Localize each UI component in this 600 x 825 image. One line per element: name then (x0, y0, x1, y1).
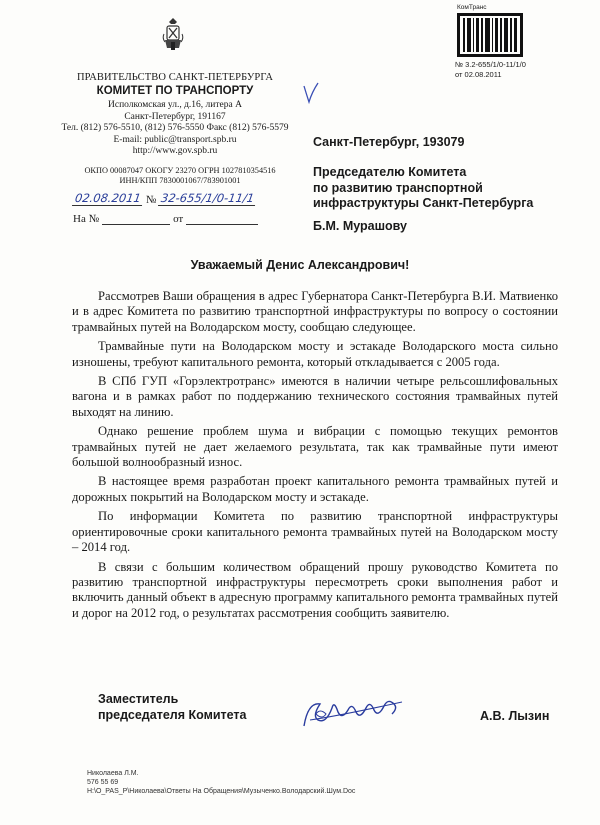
number-label: № (145, 194, 157, 206)
address-line-1: Исполкомская ул., д.16, литера А (108, 100, 242, 110)
ref-from: от (173, 213, 184, 225)
document-footer (87, 769, 355, 796)
address-line-2: Санкт-Петербург, 191167 (124, 111, 226, 122)
addressee-line-3: инфраструктуры Санкт-Петербурга (313, 196, 534, 211)
signatory-title (98, 691, 247, 724)
outgoing-date: 02.08.2011 (72, 191, 144, 206)
paragraph: По информации Комитета по развитию транспортной инфраструктуры ориентировочные сроки капитального ремонта трамвайных путей на Володарском мосту – 2014 год. (72, 509, 558, 555)
footer-author: Николаева Л.М. (87, 770, 139, 777)
registration-codes (60, 166, 300, 187)
paragraph: Трамвайные пути на Володарском мосту и эстакаде Володарского моста сильно изношены, требуют капитального ремонта, который откладывается с 2005 года. (72, 339, 558, 369)
registration-barcode (455, 4, 555, 79)
coat-of-arms-icon (162, 18, 184, 52)
website-line: http://www.gov.spb.ru (132, 146, 218, 157)
signatory-title-line-1: Заместитель (98, 692, 179, 706)
barcode-header: КомТранс (457, 4, 487, 11)
barcode-date: от 02.08.2011 (455, 70, 502, 79)
greeting: Уважаемый Денис Александрович! (190, 258, 410, 272)
addressee-position (313, 165, 533, 212)
outgoing-date-number (73, 191, 256, 206)
signatory-name: А.В. Лызин (480, 709, 550, 723)
phone-line: Тел. (812) 576-5510, (812) 576-5550 Факс (812) 576-5579 (61, 123, 289, 134)
ref-number-blank (102, 215, 170, 225)
barcode-icon (457, 13, 523, 57)
letterhead-contacts (61, 100, 289, 158)
paragraph: В настоящее время разработан проект капитального ремонта трамвайных путей и дорожных покрытий на Володарском мосту и эстакаде. (72, 474, 558, 504)
paragraph: В СПб ГУП «Горэлектротранс» имеются в наличии четыре рельсошлифовальных вагона и в рамках работ по поддержанию технического состояния трамвайных путей выходят на линию. (72, 374, 558, 419)
government-name: ПРАВИТЕЛЬСТВО САНКТ-ПЕТЕРБУРГА (76, 72, 274, 83)
footer-file-path: H:\O_PAS_P\Николаева\Ответы На Обращения\Музыченко.Володарский.Шум.Doc (87, 788, 356, 796)
codes-line-1: ОКПО 00087047 ОКОГУ 23270 ОГРН 1027810354516 (84, 166, 276, 175)
checkmark-icon (303, 82, 319, 104)
ref-date-blank (186, 215, 258, 225)
committee-name: КОМИТЕТ ПО ТРАНСПОРТУ (96, 85, 254, 97)
letter-body (72, 289, 558, 625)
paragraph: Однако решение проблем шума и вибрации с помощью текущих ремонтов трамвайных путей не дает желаемого результата, так как трамвайные пути имеют большой волнообразный износ. (72, 424, 558, 470)
addressee-line-1: Председателю Комитета (313, 165, 467, 179)
addressee-city: Санкт-Петербург, 193079 (313, 135, 465, 149)
reference-line (73, 213, 258, 225)
footer-phone: 576 55 69 (87, 779, 119, 787)
signatory-title-line-2: председателя Комитета (98, 708, 247, 723)
email-line: E-mail: public@transport.spb.ru (113, 134, 237, 145)
ref-prefix: На № (73, 213, 100, 225)
codes-line-2: ИНН/КПП 7830001067/783901001 (119, 176, 241, 186)
paragraph: Рассмотрев Ваши обращения в адрес Губернатора Санкт-Петербурга В.И. Матвиенко и в адрес Комитета по развитию транспортной инфраструктуры по вопросу о состоянии трамвайных путей на Володарском мосту, сообщаю следующее. (72, 289, 558, 334)
barcode-number: № 3.2-655/1/0-11/1/0 (455, 60, 526, 69)
addressee-name: Б.М. Мурашову (313, 219, 407, 233)
addressee-line-2: по развитию транспортной (313, 180, 483, 195)
handwritten-signature (298, 690, 408, 734)
paragraph: В связи с большим количеством обращений прошу руководство Комитета по развитию транспортной инфраструктуры пересмотреть сроки выполнения работ и включить данный объект в адресную программу капитального ремонта трамвайных путей и дорог на 2012 год, о результатах рассмотрения сообщить заявителю. (72, 559, 558, 620)
outgoing-number: 32-655/1/0-11/1 (158, 191, 257, 206)
